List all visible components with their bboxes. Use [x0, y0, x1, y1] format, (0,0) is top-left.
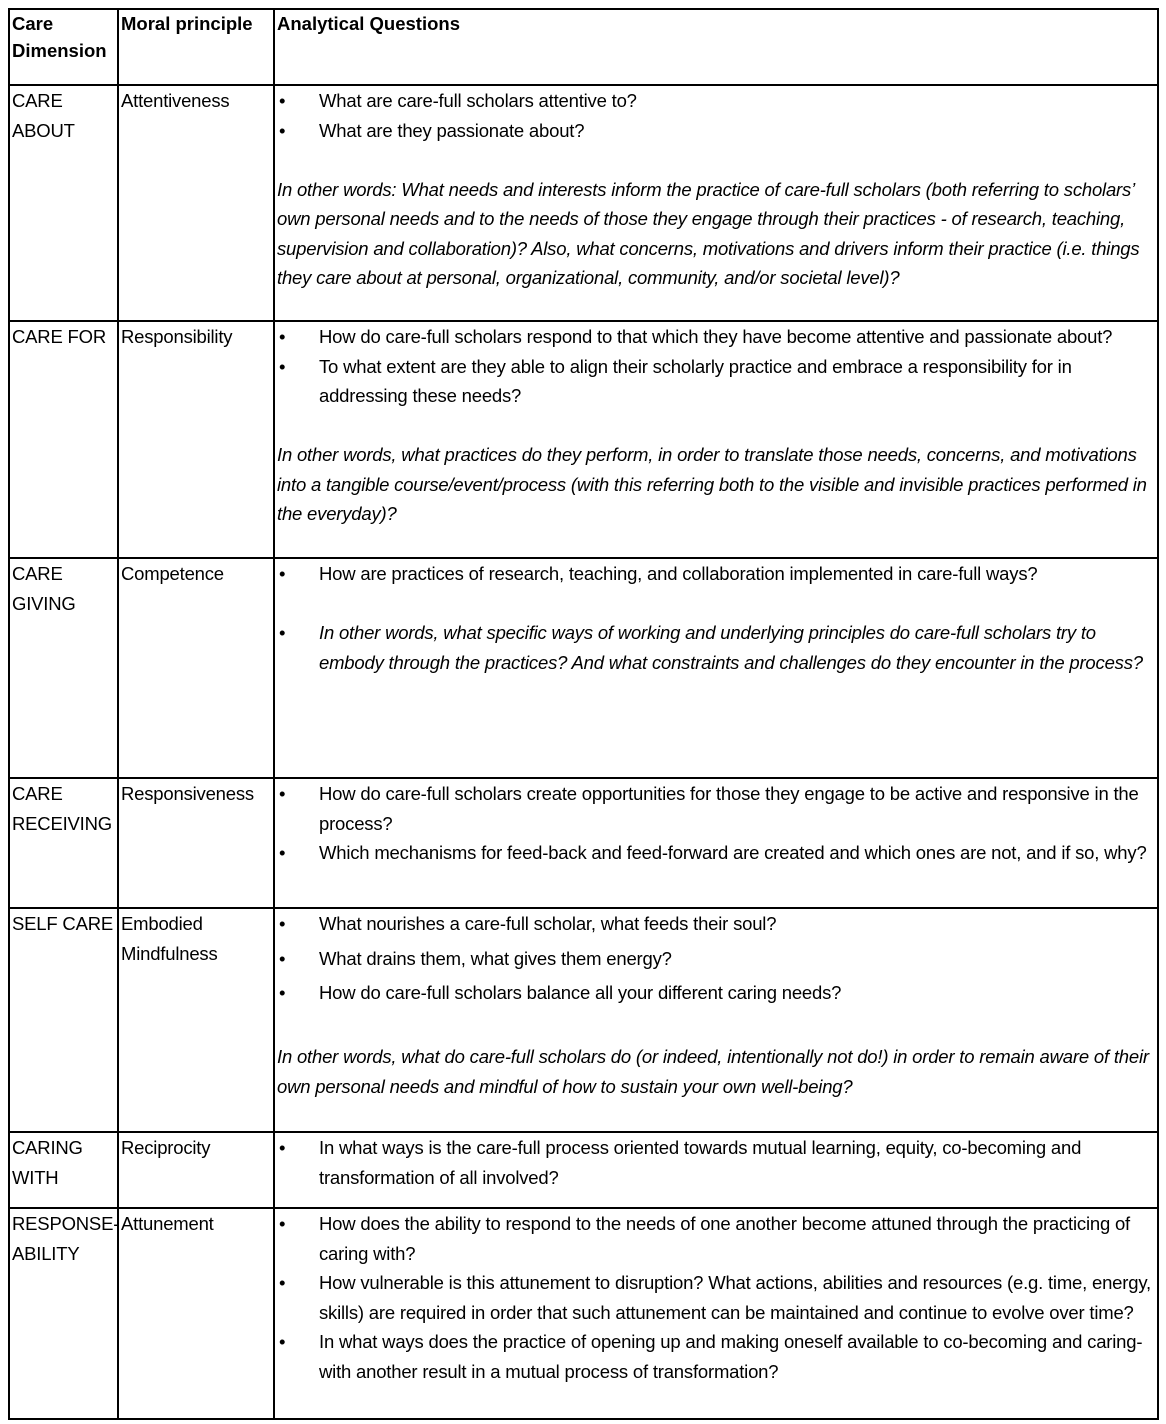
- analytical-questions-cell: [274, 85, 1158, 321]
- analytical-questions-cell: [274, 1132, 1158, 1208]
- bullet-item: [277, 944, 1155, 974]
- bullet-icon: •: [279, 355, 286, 377]
- moral-principle-cell: Attentiveness: [118, 85, 274, 321]
- moral-principle-cell: Competence: [118, 558, 274, 778]
- bullet-icon: •: [279, 326, 286, 347]
- care-dimension-cell: CARE ABOUT: [9, 85, 118, 321]
- bullet-icon: •: [279, 982, 286, 1003]
- care-dimension-cell: CARE GIVING: [9, 558, 118, 778]
- bullet-item: [277, 116, 1155, 146]
- analytical-questions-cell: [274, 321, 1158, 558]
- table-row: [9, 558, 1158, 778]
- in-other-words-paragraph: In other words, what practices do they perform, in order to translate those needs, concerns, and motivations into a tangible course/event/process (with this referring both to the visible and invisible practices performed in the everyday)?: [277, 444, 1147, 524]
- question-text: Which mechanisms for feed-back and feed-forward are created and which ones are not, and if so, why?: [319, 842, 1147, 863]
- header-moral-principle: Moral principle: [118, 9, 274, 85]
- question-text: How do care-full scholars balance all your different caring needs?: [319, 982, 842, 1003]
- bullet-icon: •: [279, 913, 286, 934]
- question-text: In other words, what specific ways of working and underlying principles do care-full scholars try to embody through the practices? And what constraints and challenges do they encounter in the process?: [319, 622, 1143, 673]
- bullet-icon: •: [279, 90, 286, 111]
- bullet-item: [277, 618, 1155, 677]
- bullet-icon: •: [279, 783, 286, 804]
- table-row: [9, 85, 1158, 321]
- bullet-item: [277, 559, 1155, 589]
- bullet-item: [277, 838, 1155, 868]
- blank-line: [277, 411, 1155, 441]
- bullet-item: [277, 978, 1155, 1008]
- moral-principle-cell: Reciprocity: [118, 1132, 274, 1208]
- question-text: How vulnerable is this attunement to disruption? What actions, abilities and resources (e.g. time, energy, skills) are required in order that such attunement can be maintained and continue to evolve over time?: [319, 1272, 1151, 1323]
- bullet-item: [277, 909, 1155, 939]
- table-row: [9, 908, 1158, 1132]
- question-text: How do care-full scholars create opportunities for those they engage to be active and responsive in the process?: [319, 783, 1139, 834]
- blank-line: [277, 145, 1155, 175]
- bullet-icon: •: [279, 947, 286, 969]
- header-care-dimension: Care Dimension: [9, 9, 118, 85]
- care-dimension-cell: CARING WITH: [9, 1132, 118, 1208]
- table-row: [9, 778, 1158, 908]
- question-text: What drains them, what gives them energy?: [319, 947, 672, 969]
- bullet-icon: •: [279, 1272, 286, 1293]
- care-dimension-cell: CARE RECEIVING: [9, 778, 118, 908]
- care-dimension-cell: RESPONSE-ABILITY: [9, 1208, 118, 1419]
- question-text: In what ways does the practice of opening up and making oneself available to co-becoming and caring-with another result in a mutual process of transformation?: [319, 1331, 1143, 1382]
- analytical-questions-cell: [274, 1208, 1158, 1419]
- question-text: What nourishes a care-full scholar, what feeds their soul?: [319, 913, 777, 934]
- moral-principle-cell: Responsiveness: [118, 778, 274, 908]
- bullet-item: [277, 352, 1155, 411]
- bullet-icon: •: [279, 622, 286, 643]
- question-text: How are practices of research, teaching, and collaboration implemented in care-full ways?: [319, 563, 1038, 584]
- analytical-questions-cell: [274, 908, 1158, 1132]
- bullet-item: [277, 86, 1155, 116]
- bullet-icon: •: [279, 119, 286, 141]
- bullet-icon: •: [279, 842, 286, 863]
- table-row: [9, 1208, 1158, 1419]
- care-dimensions-table: [8, 8, 1159, 1420]
- moral-principle-cell: Attunement: [118, 1208, 274, 1419]
- header-analytical-questions: Analytical Questions: [274, 9, 1158, 85]
- bullet-item: [277, 1268, 1155, 1327]
- in-other-words-paragraph: In other words: What needs and interests inform the practice of care-full scholars (both referring to scholars’ own personal needs and to the needs of those they engage through their practices - of research, teaching, supervision and collaboration)? Also, what concerns, motivations and drivers inform their practice (i.e. things they care about at personal, organizational, community, and/or societal level)?: [277, 178, 1140, 288]
- analytical-questions-cell: [274, 558, 1158, 778]
- question-text: What are care-full scholars attentive to?: [319, 90, 637, 111]
- in-other-words-paragraph: In other words, what do care-full scholars do (or indeed, intentionally not do!) in order to remain aware of their own personal needs and mindful of how to sustain your own well-being?: [277, 1046, 1149, 1097]
- question-text: How does the ability to respond to the needs of one another become attuned through the practicing of caring with?: [319, 1213, 1131, 1264]
- bullet-icon: •: [279, 1213, 286, 1234]
- bullet-item: [277, 1133, 1155, 1192]
- care-dimension-cell: CARE FOR: [9, 321, 118, 558]
- question-text: In what ways is the care-full process oriented towards mutual learning, equity, co-becoming and transformation of all involved?: [319, 1137, 1082, 1188]
- bullet-item: [277, 779, 1155, 838]
- question-text: How do care-full scholars respond to that which they have become attentive and passionate about?: [319, 326, 1113, 347]
- analytical-questions-cell: [274, 778, 1158, 908]
- bullet-item: [277, 1327, 1155, 1386]
- blank-line: [277, 589, 1155, 619]
- bullet-item: [277, 322, 1155, 352]
- moral-principle-cell: Embodied Mindfulness: [118, 908, 274, 1132]
- bullet-item: [277, 1209, 1155, 1268]
- table-row: [9, 1132, 1158, 1208]
- moral-principle-cell: Responsibility: [118, 321, 274, 558]
- bullet-icon: •: [279, 1137, 286, 1158]
- care-dimension-cell: SELF CARE: [9, 908, 118, 1132]
- blank-line: [277, 1013, 1155, 1043]
- bullet-icon: •: [279, 563, 286, 584]
- question-text: To what extent are they able to align their scholarly practice and embrace a responsibility for in addressing these needs?: [319, 355, 1072, 406]
- table-row: [9, 321, 1158, 558]
- question-text: What are they passionate about?: [319, 119, 585, 141]
- header-row: [9, 9, 1158, 85]
- bullet-icon: •: [279, 1331, 286, 1352]
